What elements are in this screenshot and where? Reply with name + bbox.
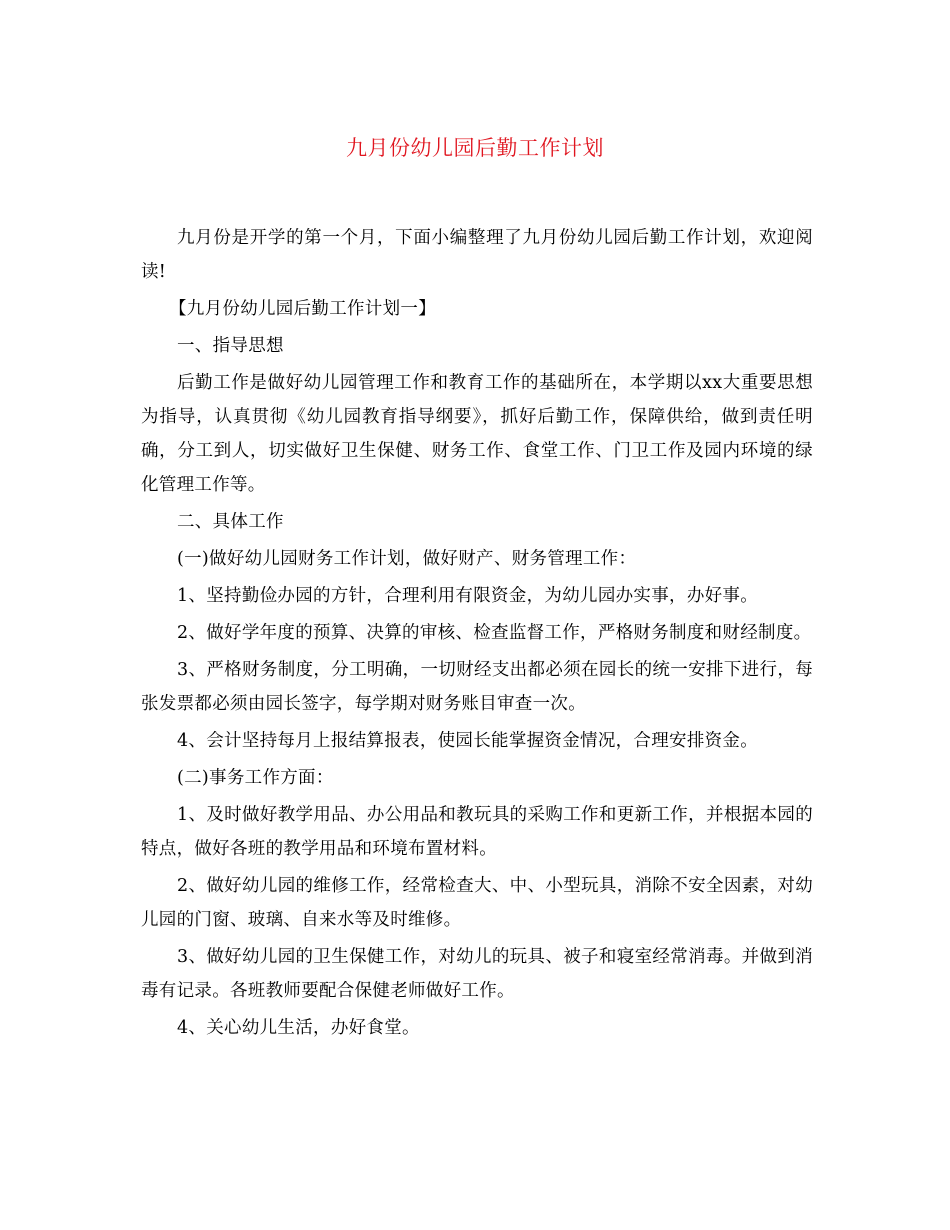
finance-item-3: 3、严格财务制度，分工明确，一切财经支出都必须在园长的统一安排下进行，每张发票都必须由园长签字，每学期对财务账目审查一次。 [141,660,813,714]
page-title: 九月份幼儿园后勤工作计划 [346,136,604,160]
finance-item-2: 2、做好学年度的预算、决算的审核、检查监督工作，严格财务制度和财经制度。 [177,623,812,643]
section-title: 【九月份幼儿园后勤工作计划一】 [169,299,436,319]
finance-item-4: 4、会计坚持每月上报结算报表，使园长能掌握资金情况，合理安排资金。 [177,731,759,751]
intro-paragraph: 九月份是开学的第一个月，下面小编整理了九月份幼儿园后勤工作计划，欢迎阅读! [141,228,813,282]
document-body [141,221,813,1048]
heading-specific-work: 二、具体工作 [177,512,284,532]
affairs-item-1: 1、及时做好教学用品、办公用品和教玩具的采购工作和更新工作，并根据本园的特点，做好各班的教学用品和环境布置材料。 [141,805,813,859]
sub-heading-affairs: (二)事务工作方面： [177,768,334,788]
finance-item-1: 1、坚持勤俭办园的方针，合理利用有限资金，为幼儿园办实事，办好事。 [177,586,759,606]
affairs-item-2: 2、做好幼儿园的维修工作，经常检查大、中、小型玩具，消除不安全因素，对幼儿园的门窗、玻璃、自来水等及时维修。 [141,876,813,930]
affairs-item-4: 4、关心幼儿生活，办好食堂。 [177,1018,420,1038]
guiding-paragraph: 后勤工作是做好幼儿园管理工作和教育工作的基础所在，本学期以xx大重要思想为指导，认真贯彻《幼儿园教育指导纲要》，抓好后勤工作，保障供给，做到责任明确，分工到人，切实做好卫生保健、财务工作、食堂工作、门卫工作及园内环境的绿化管理工作等。 [141,373,813,495]
affairs-item-3: 3、做好幼儿园的卫生保健工作，对幼儿的玩具、被子和寝室经常消毒。并做到消毒有记录。各班教师要配合保健老师做好工作。 [141,947,813,1001]
heading-guiding-thought: 一、指导思想 [177,336,284,356]
sub-heading-finance: (一)做好幼儿园财务工作计划，做好财产、财务管理工作： [177,549,637,569]
